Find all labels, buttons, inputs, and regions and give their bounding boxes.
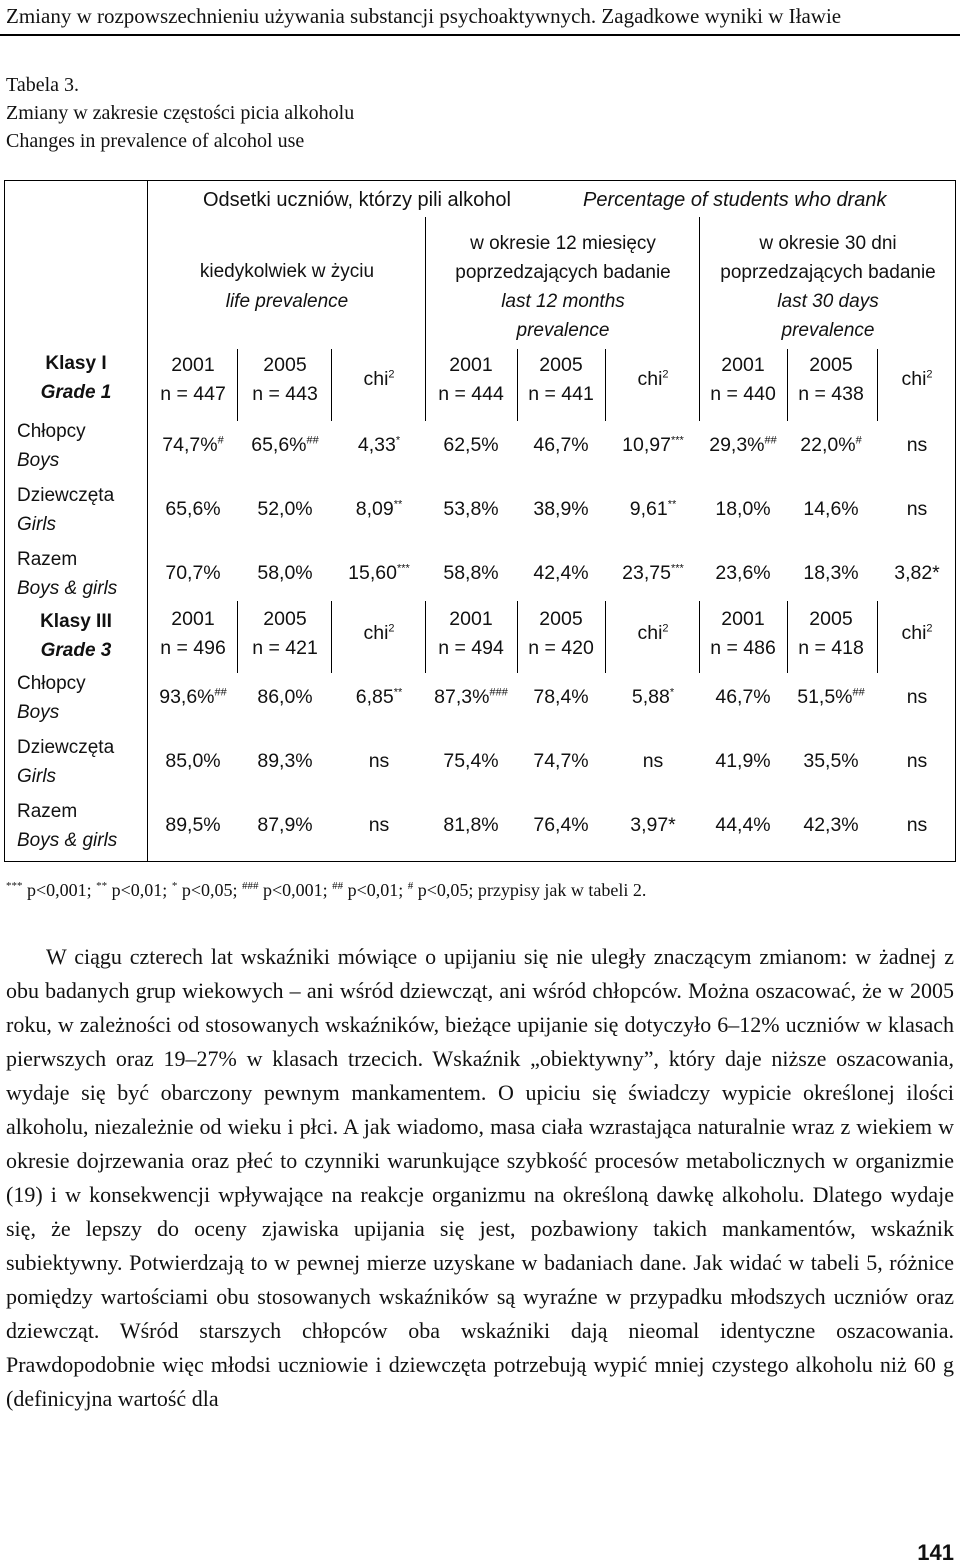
grade3-year-n-header: 2001 n = 486 bbox=[710, 608, 776, 659]
row-label-girls-g3: Dziewczęta Girls bbox=[17, 737, 115, 787]
g1-data-cell: 9,61** bbox=[629, 498, 677, 520]
group-life bbox=[149, 257, 425, 317]
group1-divider-lower-2 bbox=[237, 601, 238, 673]
g1-data-cell: 70,7% bbox=[165, 562, 221, 584]
group1-chi-divider-2 bbox=[331, 601, 332, 673]
g1-data-cell: 22,0%# bbox=[800, 434, 862, 456]
g1-data-cell: 65,6%## bbox=[251, 434, 319, 456]
g3-data-cell: ns bbox=[906, 750, 928, 772]
grade1-year-n-header: 2005 n = 441 bbox=[528, 354, 594, 405]
grade1-year-n-header: 2005 n = 443 bbox=[252, 354, 318, 405]
g1-data-cell: 74,7%# bbox=[162, 434, 224, 456]
g1-data-cell: 65,6% bbox=[165, 498, 221, 520]
grade3-year-n-header: 2005 n = 418 bbox=[798, 608, 864, 659]
row-label-total-g3: Razem Boys & girls bbox=[17, 801, 118, 851]
g3-data-cell: 76,4% bbox=[533, 814, 589, 836]
g1-data-cell: 42,4% bbox=[533, 562, 589, 584]
group-30d bbox=[701, 229, 955, 345]
g3-data-cell: 42,3% bbox=[803, 814, 859, 836]
group1-divider-lower bbox=[237, 349, 238, 421]
group-12m-en2: prevalence bbox=[516, 320, 610, 341]
grade3-label: Klasy III Grade 3 bbox=[40, 611, 112, 661]
group-divider-b2 bbox=[517, 601, 518, 673]
group-30d-pl1: w okresie 30 dni bbox=[759, 233, 897, 254]
group-life-pl: kiedykolwiek w życiu bbox=[199, 261, 375, 282]
group-divider-d2 bbox=[787, 601, 788, 673]
row-label-boys-g1: Chłopcy Boys bbox=[17, 421, 86, 471]
g1-data-cell: 58,0% bbox=[257, 562, 313, 584]
group-life-en: life prevalence bbox=[225, 291, 349, 312]
g3-data-cell: ns bbox=[368, 750, 390, 772]
group-divider-c2 bbox=[699, 601, 700, 673]
g1-data-cell: 46,7% bbox=[533, 434, 589, 456]
row-label-boys-g3: Chłopcy Boys bbox=[17, 673, 86, 723]
group-divider-b bbox=[517, 349, 518, 421]
g3-data-cell: 85,0% bbox=[165, 750, 221, 772]
g3-data-cell: 46,7% bbox=[715, 686, 771, 708]
grade1-chi-header: chi$^2$ bbox=[901, 368, 933, 390]
row-label-girls-g1: Dziewczęta Girls bbox=[17, 485, 115, 535]
grade1-year-n-header: 2005 n = 438 bbox=[798, 354, 864, 405]
g3-data-cell: 75,4% bbox=[443, 750, 499, 772]
group3-chi-divider-2 bbox=[877, 601, 878, 673]
g1-data-cell: 15,60*** bbox=[348, 562, 410, 584]
header-rule bbox=[0, 34, 960, 36]
g1-data-cell: 4,33* bbox=[357, 434, 401, 456]
group1-chi-divider bbox=[331, 349, 332, 421]
grade3-chi-header: chi$^2$ bbox=[363, 622, 395, 644]
group-12m-pl2: poprzedzających badanie bbox=[455, 262, 671, 283]
g3-data-cell: ns bbox=[368, 814, 390, 836]
g1-data-cell: 62,5% bbox=[443, 434, 499, 456]
g1-data-cell: 53,8% bbox=[443, 498, 499, 520]
group-12m-pl1: w okresie 12 miesięcy bbox=[470, 233, 656, 254]
g3-data-cell: 44,4% bbox=[715, 814, 771, 836]
g1-data-cell: 10,97*** bbox=[622, 434, 684, 456]
running-header: Zmiany w rozpowszechnieniu używania substancji psychoaktywnych. Zagadkowe wyniki w Iławie bbox=[6, 4, 842, 28]
g1-data-cell: 18,0% bbox=[715, 498, 771, 520]
group2-chi-divider bbox=[605, 349, 606, 421]
g3-data-cell: 78,4% bbox=[533, 686, 589, 708]
g3-data-cell: 41,9% bbox=[715, 750, 771, 772]
g1-data-cell: 58,8% bbox=[443, 562, 499, 584]
g3-data-cell: ns bbox=[906, 814, 928, 836]
g3-data-cell: 86,0% bbox=[257, 686, 313, 708]
g3-data-cell: 74,7% bbox=[533, 750, 589, 772]
g1-data-cell: 8,09** bbox=[355, 498, 403, 520]
g3-data-cell: ns bbox=[906, 686, 928, 708]
g3-data-cell: 89,5% bbox=[165, 814, 221, 836]
g1-data-cell: 38,9% bbox=[533, 498, 589, 520]
table-title-pl: Zmiany w zakresie częstości picia alkoholu bbox=[6, 102, 355, 124]
group2-chi-divider-2 bbox=[605, 601, 606, 673]
grade1-year-n-header: 2001 n = 444 bbox=[438, 354, 504, 405]
grade1-label: Klasy I Grade 1 bbox=[40, 353, 112, 403]
group3-chi-divider bbox=[877, 349, 878, 421]
table-label: Tabela 3. bbox=[6, 74, 80, 96]
table-title-en: Changes in prevalence of alcohol use bbox=[6, 130, 305, 152]
group-divider-d bbox=[787, 349, 788, 421]
group-30d-pl2: poprzedzających badanie bbox=[720, 262, 936, 283]
table-footnote: *** p<0,001; ** p<0,01; * p<0,05; ### p<0,001; ## p<0,01; # p<0,05; przypisy jak w tabeli 2. bbox=[6, 880, 647, 900]
table-head-en: Percentage of students who drank bbox=[583, 189, 887, 211]
g3-data-cell: ns bbox=[642, 750, 664, 772]
g1-data-cell: 29,3%## bbox=[709, 434, 777, 456]
grade3-year-n-header: 2005 n = 420 bbox=[528, 608, 594, 659]
g1-data-cell: 14,6% bbox=[803, 498, 859, 520]
g1-data-cell: ns bbox=[906, 498, 928, 520]
group-divider-a2 bbox=[425, 601, 426, 673]
group-30d-en1: last 30 days bbox=[777, 291, 879, 312]
g1-data-cell: 52,0% bbox=[257, 498, 313, 520]
g3-data-cell: 87,3%### bbox=[434, 686, 508, 708]
g3-data-cell: 51,5%## bbox=[797, 686, 865, 708]
row-label-total-g1: Razem Boys & girls bbox=[17, 549, 118, 599]
page-number: 141 bbox=[917, 1540, 954, 1565]
group-30d-en2: prevalence bbox=[781, 320, 875, 341]
grade1-chi-header: chi$^2$ bbox=[363, 368, 395, 390]
g1-data-cell: 23,75*** bbox=[622, 562, 684, 584]
grade3-chi-header: chi$^2$ bbox=[901, 622, 933, 644]
grade3-year-n-header: 2001 n = 496 bbox=[160, 608, 226, 659]
body-paragraph: W ciągu czterech lat wskaźniki mówiące o upijaniu się nie uległy znaczącym zmianom: w żadnej z obu badanych grup wiekowych – ani wśród dziewcząt, ani wśród chłopców. Można oszacować, że w 2005 roku, w zależności od stosowanych wskaźników, bieżące upijanie się dotyczyło 6–12% uczniów w klasach pierwszych oraz 19–27% w klasach trzecich. Wskaźnik „obiektywny”, który daje niższe oszacowania, wydaje się być obarczony pewnym mankamentem. O upiciu się świadczy wypicie określonej ilości alkoholu, niezależnie od wieku i płci. A jak wiadomo, masa ciała wzrastająca naturalnie wraz z wiekiem w okresie dojrzewania oraz płeć to czynniki warunkujące szybkość procesów metabolicznych w organizmie (19) i w konsekwencji wpływające na reakcje organizmu na określoną dawkę alkoholu. Dlatego wydaje się, że lepszy do oceny zjawiska upijania się jest, pozbawiony takich mankamentów, wskaźnik subiektywny. Potwierdzają to w pewnej mierze uzyskane w badaniach dane. Jak widać w tabeli 5, różnice pomiędzy wartościami obu stosowanych wskaźników są wyraźne w przypadku młodszych uczniów oraz dziewcząt. Wśród starszych chłopców oba wskaźniki dają nieomal identyczne oszacowania. Prawdopodobnie więc młodsi uczniowie i dziewczęta potrzebują wypić mniej czystego alkoholu niż 60 g (definicyjna wartość dla bbox=[6, 944, 954, 1411]
group-divider-a bbox=[425, 217, 426, 421]
g3-data-cell: 93,6%## bbox=[159, 686, 227, 708]
g1-data-cell: 23,6% bbox=[715, 562, 771, 584]
grade3-year-n-header: 2001 n = 494 bbox=[438, 608, 504, 659]
group-12m-en1: last 12 months bbox=[501, 291, 625, 312]
g1-data-cell: 3,82* bbox=[894, 562, 940, 584]
g3-data-cell: 87,9% bbox=[257, 814, 313, 836]
g1-data-cell: ns bbox=[906, 434, 928, 456]
group-12m bbox=[427, 229, 699, 345]
data-table bbox=[4, 180, 956, 862]
g3-data-cell: 6,85** bbox=[355, 686, 403, 708]
body-text bbox=[6, 940, 954, 1416]
g3-data-cell: 5,88* bbox=[631, 686, 675, 708]
grade1-year-n-header: 2001 n = 447 bbox=[160, 354, 226, 405]
g3-data-cell: 3,97* bbox=[630, 814, 676, 836]
grade3-year-n-header: 2005 n = 421 bbox=[252, 608, 318, 659]
grade1-chi-header: chi$^2$ bbox=[637, 368, 669, 390]
g1-data-cell: 18,3% bbox=[803, 562, 859, 584]
grade3-chi-header: chi$^2$ bbox=[637, 622, 669, 644]
grade1-year-n-header: 2001 n = 440 bbox=[710, 354, 776, 405]
group-divider-c bbox=[699, 217, 700, 421]
table-head-pl: Odsetki uczniów, którzy pili alkohol bbox=[203, 189, 511, 211]
g3-data-cell: 81,8% bbox=[443, 814, 499, 836]
g3-data-cell: 89,3% bbox=[257, 750, 313, 772]
label-column-divider bbox=[147, 181, 148, 861]
g3-data-cell: 35,5% bbox=[803, 750, 859, 772]
